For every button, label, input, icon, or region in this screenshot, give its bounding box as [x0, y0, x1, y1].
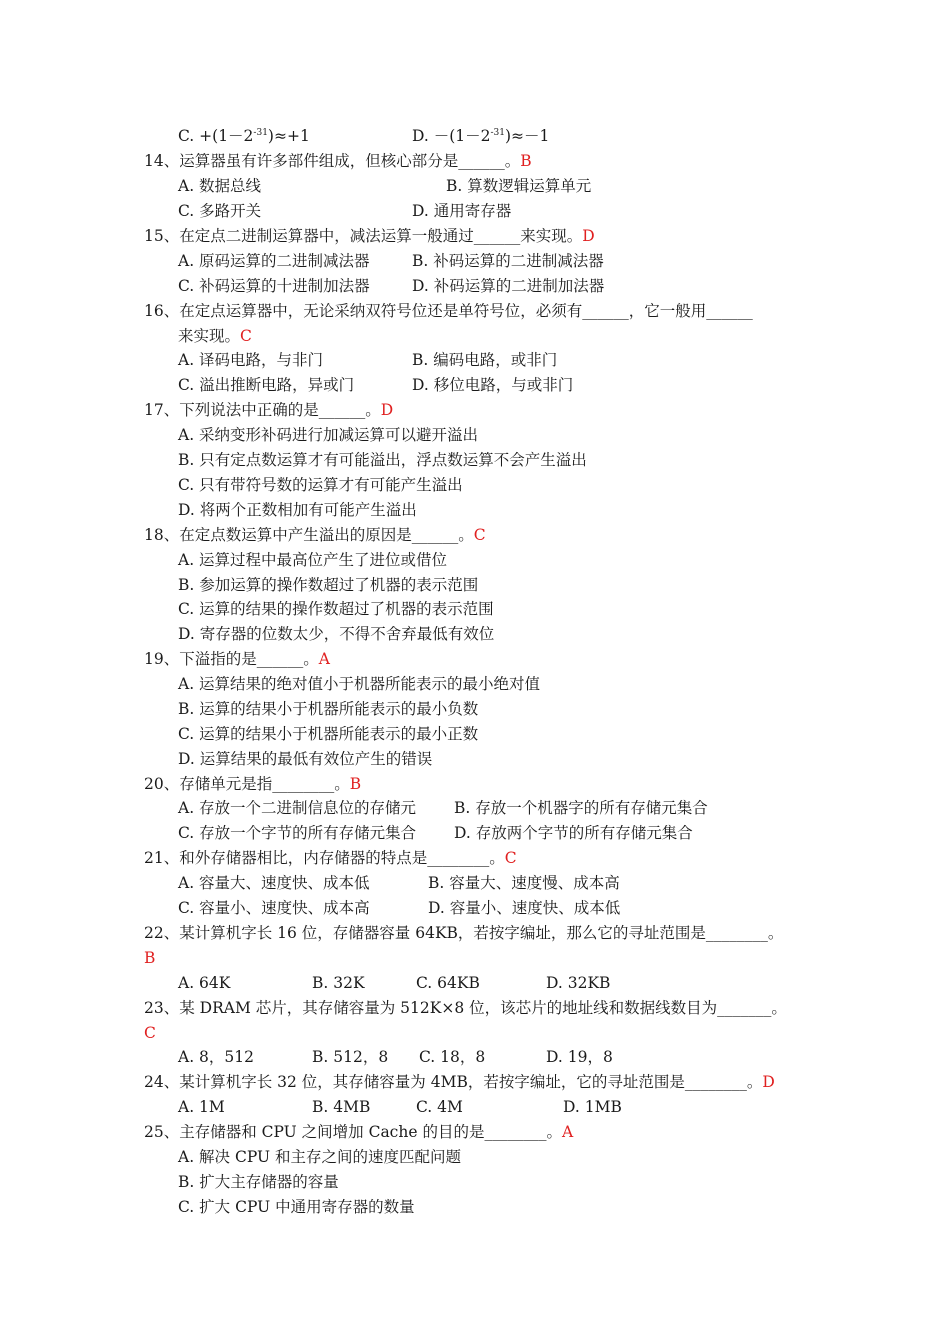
answer-letter: A — [318, 650, 330, 668]
answer-option — [412, 274, 604, 298]
option-text: D. 通用寄存器 — [412, 202, 512, 220]
answer-option — [178, 896, 370, 920]
answer-option — [178, 448, 587, 472]
answer-option — [563, 1095, 622, 1119]
option-text: B. 运算的结果小于机器所能表示的最小负数 — [178, 700, 479, 718]
question-text — [144, 523, 486, 547]
option-text: B. 算数逻辑运算单元 — [446, 177, 592, 195]
option-text: B. 只有定点数运算才有可能溢出，浮点数运算不会产生溢出 — [178, 451, 587, 469]
option-text: A. 解决 CPU 和主存之间的速度匹配问题 — [178, 1148, 461, 1166]
option-text: D. 19，8 — [546, 1048, 613, 1066]
question-body: 24、某计算机字长 32 位，其存储容量为 4MB，若按字编址，它的寻址范围是________。 — [144, 1073, 763, 1091]
question-body: 来实现。 — [178, 327, 241, 345]
option-text: C. 只有带符号数的运算才有可能产生溢出 — [178, 476, 463, 494]
answer-option — [412, 348, 557, 372]
answer-key — [144, 1021, 156, 1045]
question-text — [144, 996, 787, 1020]
answer-option — [178, 672, 540, 696]
answer-option — [412, 124, 549, 148]
question-body: 16、在定点运算器中，无论采纳双符号位还是单符号位，必须有______，它一般用______ — [144, 302, 753, 320]
answer-option — [178, 821, 416, 845]
answer-option — [178, 1045, 254, 1069]
exponent: -31 — [490, 128, 505, 138]
option-text: B. 编码电路，或非门 — [412, 351, 558, 369]
answer-letter: C — [504, 849, 517, 867]
question-text — [144, 224, 595, 248]
answer-option — [178, 249, 370, 273]
option-text: D. 1MB — [563, 1098, 622, 1116]
question-body: 20、存储单元是指________。 — [144, 775, 350, 793]
answer-option — [178, 622, 494, 646]
option-text: B. 补码运算的二进制减法器 — [412, 252, 604, 270]
question-text — [144, 1070, 775, 1094]
answer-option — [454, 821, 693, 845]
answer-option — [178, 1095, 225, 1119]
option-text: A. 1M — [178, 1098, 225, 1116]
answer-option — [428, 871, 620, 895]
answer-letter: D — [762, 1073, 775, 1091]
answer-letter: C — [473, 526, 486, 544]
answer-option — [178, 348, 323, 372]
question-body: 25、主存储器和 CPU 之间增加 Cache 的目的是________。 — [144, 1123, 562, 1141]
answer-key — [144, 946, 155, 970]
option-text: B. 扩大主存储器的容量 — [178, 1173, 339, 1191]
option-text: C. 存放一个字节的所有存储元集合 — [178, 824, 417, 842]
answer-option — [178, 1170, 339, 1194]
answer-option — [454, 796, 708, 820]
answer-letter: B — [349, 775, 362, 793]
option-text: A. 8，512 — [178, 1048, 254, 1066]
option-text: A. 采纳变形补码进行加减运算可以避开溢出 — [178, 426, 479, 444]
option-text: A. 存放一个二进制信息位的存储元 — [178, 799, 417, 817]
answer-letter: C — [144, 1024, 156, 1042]
exponent: -31 — [253, 128, 268, 138]
answer-option — [446, 174, 591, 198]
answer-option — [178, 971, 230, 995]
option-text: C. 4M — [416, 1098, 463, 1116]
option-text: A. 译码电路，与非门 — [178, 351, 324, 369]
question-text — [178, 324, 252, 348]
option-text: D. 移位电路，与或非门 — [412, 376, 574, 394]
answer-option — [178, 473, 463, 497]
option-text: C. 运算的结果的操作数超过了机器的表示范围 — [178, 600, 494, 618]
answer-option — [178, 697, 478, 721]
answer-option — [178, 199, 261, 223]
option-text: D. －(1－2 — [412, 127, 491, 145]
question-text — [144, 647, 330, 671]
question-body: 17、下列说法中正确的是______。 — [144, 401, 381, 419]
option-text: C. +(1－2 — [178, 127, 254, 145]
answer-option — [312, 1095, 370, 1119]
answer-option — [178, 573, 478, 597]
answer-option — [178, 373, 354, 397]
question-text — [144, 149, 532, 173]
option-text: B. 32K — [312, 974, 365, 992]
option-text: B. 4MB — [312, 1098, 371, 1116]
answer-letter: D — [582, 227, 595, 245]
answer-option — [178, 1195, 415, 1219]
answer-option — [178, 174, 261, 198]
question-text — [144, 398, 393, 422]
option-text: C. 容量小、速度快、成本高 — [178, 899, 370, 917]
question-text — [144, 772, 361, 796]
answer-option — [312, 971, 365, 995]
option-text: D. 存放两个字节的所有存储元集合 — [454, 824, 693, 842]
question-body: 22、某计算机字长 16 位，存储器容量 64KB，若按字编址，那么它的寻址范围是________。 — [144, 924, 784, 942]
option-text: D. 运算结果的最低有效位产生的错误 — [178, 750, 433, 768]
option-text: C. 18，8 — [419, 1048, 486, 1066]
option-text: B. 512，8 — [312, 1048, 389, 1066]
question-body: 14、运算器虽有许多部件组成，但核心部分是______。 — [144, 152, 521, 170]
answer-option — [178, 1145, 461, 1169]
answer-option — [178, 274, 370, 298]
option-text: B. 存放一个机器字的所有存储元集合 — [454, 799, 708, 817]
option-text: D. 容量小、速度快、成本低 — [428, 899, 621, 917]
answer-option — [178, 747, 432, 771]
answer-option — [178, 796, 416, 820]
option-text: A. 容量大、速度快、成本低 — [178, 874, 370, 892]
option-text: C. 补码运算的十进制加法器 — [178, 277, 370, 295]
question-body: 18、在定点数运算中产生溢出的原因是______。 — [144, 526, 474, 544]
answer-option — [412, 373, 573, 397]
answer-letter: B — [144, 949, 156, 967]
option-text: A. 运算结果的绝对值小于机器所能表示的最小绝对值 — [178, 675, 541, 693]
option-text: )≈+1 — [267, 127, 310, 145]
answer-option — [416, 1095, 463, 1119]
answer-option — [178, 722, 478, 746]
question-text — [144, 299, 753, 323]
answer-option — [312, 1045, 388, 1069]
answer-option — [178, 597, 494, 621]
option-text: A. 运算过程中最高位产生了进位或借位 — [178, 551, 448, 569]
answer-option — [178, 124, 310, 148]
option-text: A. 原码运算的二进制减法器 — [178, 252, 370, 270]
answer-option — [416, 971, 480, 995]
answer-option — [178, 498, 417, 522]
question-text — [144, 846, 517, 870]
option-text: B. 容量大、速度慢、成本高 — [428, 874, 620, 892]
answer-option — [428, 896, 620, 920]
option-text: C. 运算的结果小于机器所能表示的最小正数 — [178, 725, 479, 743]
option-text: D. 补码运算的二进制加法器 — [412, 277, 605, 295]
option-text: A. 数据总线 — [178, 177, 262, 195]
answer-option — [419, 1045, 485, 1069]
option-text: A. 64K — [178, 974, 231, 992]
option-text: C. 64KB — [416, 974, 480, 992]
answer-option — [178, 871, 370, 895]
option-text: C. 多路开关 — [178, 202, 262, 220]
option-text: D. 寄存器的位数太少，不得不舍弃最低有效位 — [178, 625, 495, 643]
answer-option — [412, 199, 511, 223]
question-body: 15、在定点二进制运算器中，减法运算一般通过______来实现。 — [144, 227, 583, 245]
question-body: 19、下溢指的是______。 — [144, 650, 319, 668]
option-text: B. 参加运算的操作数超过了机器的表示范围 — [178, 576, 479, 594]
option-text: )≈－1 — [505, 127, 550, 145]
answer-option — [546, 1045, 613, 1069]
option-text: C. 扩大 CPU 中通用寄存器的数量 — [178, 1198, 415, 1216]
question-body: 21、和外存储器相比，内存储器的特点是________。 — [144, 849, 505, 867]
question-text — [144, 921, 783, 945]
answer-letter: A — [561, 1123, 574, 1141]
option-text: D. 将两个正数相加有可能产生溢出 — [178, 501, 417, 519]
option-text: C. 溢出推断电路，异或门 — [178, 376, 355, 394]
answer-option — [178, 423, 478, 447]
question-text — [144, 1120, 573, 1144]
answer-option — [178, 548, 447, 572]
answer-letter: D — [380, 401, 394, 419]
answer-letter: B — [520, 152, 532, 170]
question-body: 23、某 DRAM 芯片，其存储容量为 512K×8 位，该芯片的地址线和数据线数目为_______。 — [144, 999, 787, 1017]
answer-option — [412, 249, 604, 273]
option-text: D. 32KB — [546, 974, 611, 992]
answer-option — [546, 971, 610, 995]
answer-letter: C — [240, 327, 252, 345]
